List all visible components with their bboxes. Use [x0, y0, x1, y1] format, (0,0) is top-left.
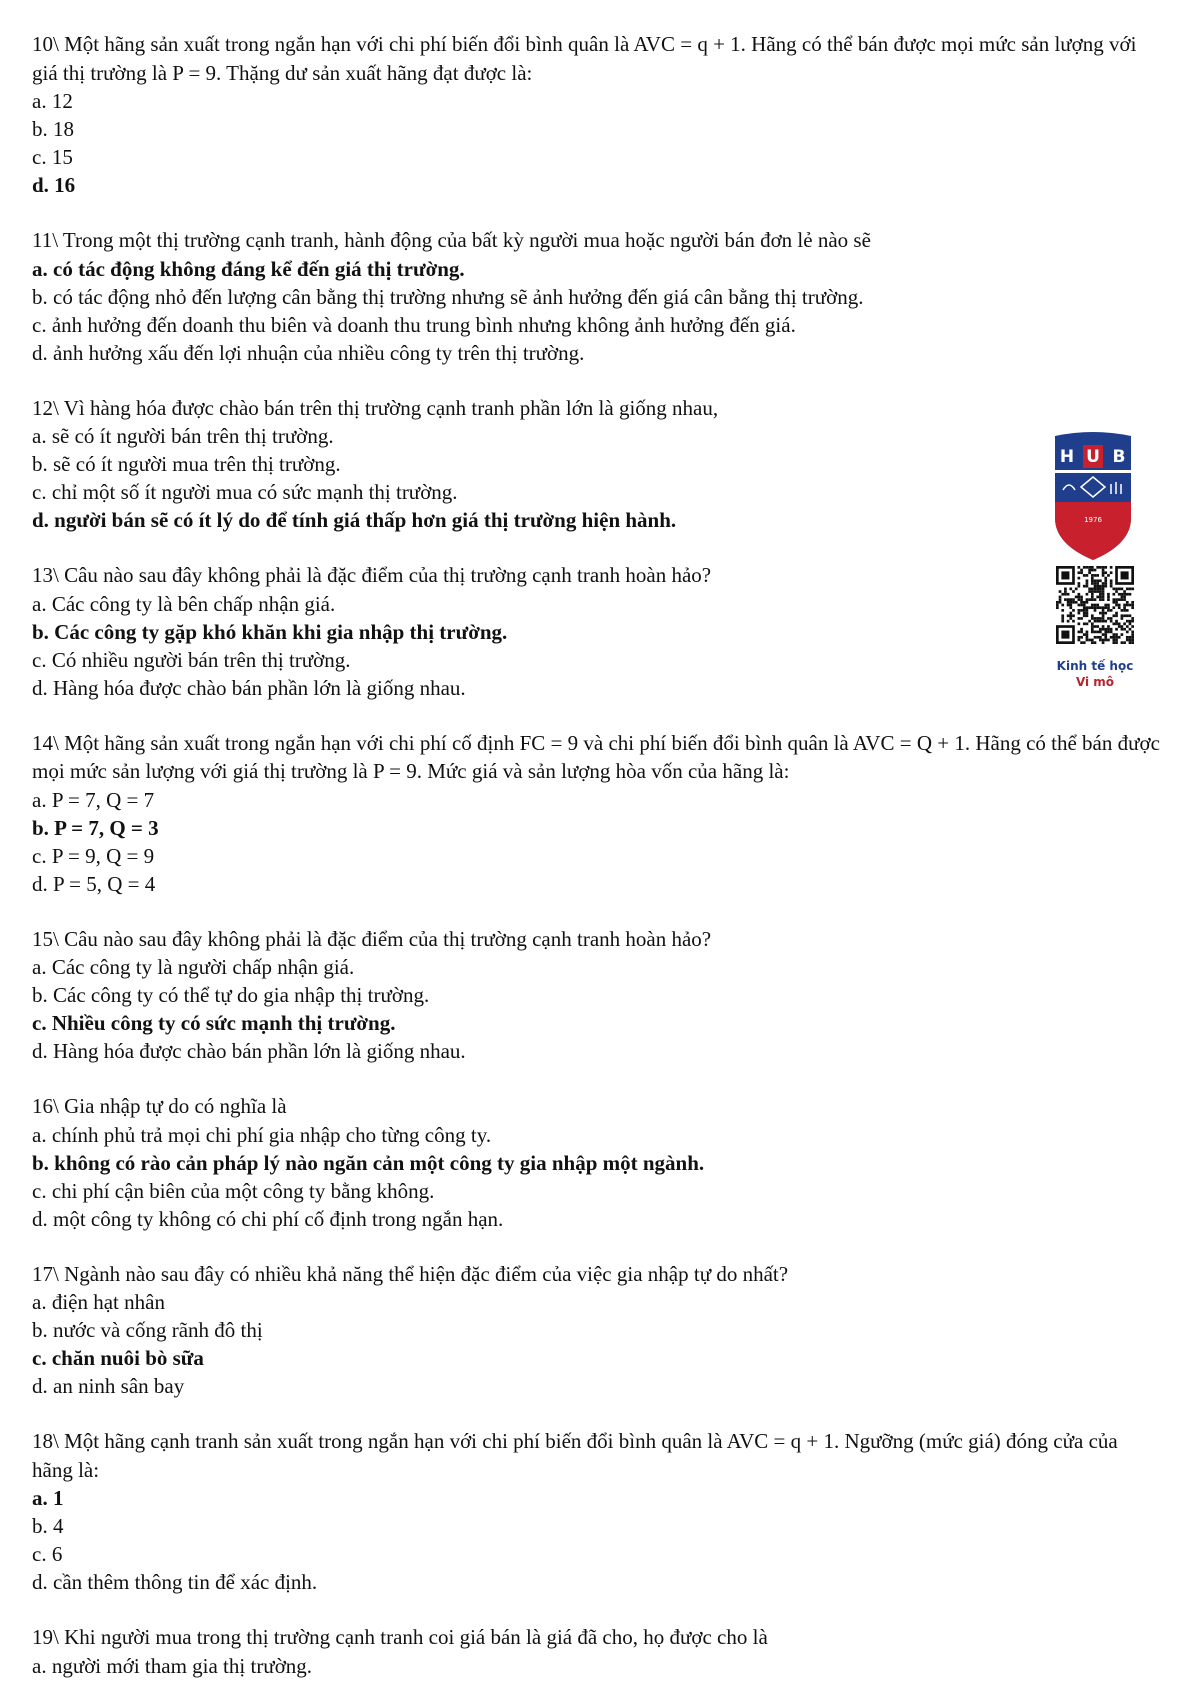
question-text: 17\ Ngành nào sau đây có nhiều khả năng thể hiện đặc điểm của việc gia nhập tự do nhất? [32, 1261, 789, 1286]
answer-option-correct: c. Nhiều công ty có sức mạnh thị trường. [32, 1011, 396, 1035]
answer-option: d. an ninh sân bay [32, 1374, 185, 1398]
hub-logo [1053, 432, 1133, 562]
answer-option-correct: b. Các công ty gặp khó khăn khi gia nhập thị trường. [32, 619, 508, 644]
question-block [32, 1427, 1162, 1596]
answer-option-correct: d. 16 [32, 173, 76, 197]
watermark-title: Kinh tế học [1056, 659, 1134, 673]
question-text: 10\ Một hãng sản xuất trong ngắn hạn với chi phí biến đổi bình quân là AVC = q + 1. Hãng có thể bán được mọi mức sản lượng với giá thị trường là P = 9. Thặng dư sản xuất hãng đạt được là: [32, 32, 1137, 85]
answer-option: c. chi phí cận biên của một công ty bằng không. [32, 1178, 435, 1203]
question-block [32, 394, 1162, 535]
question-block [32, 30, 1162, 199]
question-block [32, 1260, 1162, 1401]
answer-option: a. P = 7, Q = 7 [32, 787, 155, 812]
answer-option: a. Các công ty là bên chấp nhận giá. [32, 591, 336, 616]
logo-year: 1976 [1084, 516, 1102, 524]
answer-option: c. P = 9, Q = 9 [32, 843, 155, 868]
question-block [32, 1092, 1162, 1233]
answer-option: b. sẽ có ít người mua trên thị trường. [32, 452, 341, 476]
question-block [32, 1623, 1162, 1680]
answer-option: b. nước và cống rãnh đô thị [32, 1318, 263, 1342]
answer-option: c. 6 [32, 1542, 63, 1566]
answer-option-correct: c. chăn nuôi bò sữa [32, 1346, 204, 1370]
answer-option: c. 15 [32, 145, 73, 169]
answer-option: a. chính phủ trả mọi chi phí gia nhập cho từng công ty. [32, 1122, 492, 1147]
answer-option: c. chỉ một số ít người mua có sức mạnh thị trường. [32, 480, 458, 504]
answer-option: b. Các công ty có thể tự do gia nhập thị trường. [32, 983, 430, 1007]
question-text: 13\ Câu nào sau đây không phải là đặc điểm của thị trường cạnh tranh hoàn hảo? [32, 563, 712, 587]
logo-letter-b: B [1112, 447, 1126, 467]
question-text: 16\ Gia nhập tự do có nghĩa là [32, 1094, 287, 1118]
question-text: 11\ Trong một thị trường cạnh tranh, hành động của bất kỳ người mua hoặc người bán đơn lẻ nào sẽ [32, 228, 871, 252]
answer-option: a. điện hạt nhân [32, 1290, 165, 1314]
answer-option: b. 4 [32, 1514, 64, 1538]
qr-code [1056, 565, 1134, 645]
question-text: 15\ Câu nào sau đây không phải là đặc điểm của thị trường cạnh tranh hoàn hảo? [32, 926, 712, 951]
answer-option: b. có tác động nhỏ đến lượng cân bằng thị trường nhưng sẽ ảnh hưởng đến giá cân bằng thị trường. [32, 284, 864, 309]
answer-option: c. Có nhiều người bán trên thị trường. [32, 647, 351, 672]
answer-option: d. một công ty không có chi phí cố định trong ngắn hạn. [32, 1206, 504, 1231]
answer-option-correct: d. người bán sẽ có ít lý do để tính giá thấp hơn giá thị trường hiện hành. [32, 508, 677, 532]
question-text: 12\ Vì hàng hóa được chào bán trên thị trường cạnh tranh phần lớn là giống nhau, [32, 395, 719, 420]
logo-shield-red [1055, 502, 1131, 560]
answer-option: d. Hàng hóa được chào bán phần lớn là giống nhau. [32, 675, 466, 700]
question-block [32, 729, 1162, 898]
question-block [32, 226, 1162, 367]
logo-letter-u: U [1086, 447, 1100, 467]
logo-letter-h: H [1059, 447, 1075, 467]
answer-option-correct: b. P = 7, Q = 3 [32, 815, 159, 840]
answer-option: a. sẽ có ít người bán trên thị trường. [32, 424, 334, 448]
question-list [32, 30, 1162, 1680]
answer-option: d. Hàng hóa được chào bán phần lớn là giống nhau. [32, 1039, 466, 1063]
answer-option: c. ảnh hưởng đến doanh thu biên và doanh thu trung bình nhưng không ảnh hưởng đến giá. [32, 312, 796, 337]
question-text: 18\ Một hãng cạnh tranh sản xuất trong ngắn hạn với chi phí biến đổi bình quân là AVC = q + 1. Ngưỡng (mức giá) đóng cửa của hãng là: [32, 1429, 1118, 1482]
watermark-subtitle: Vi mô [1075, 675, 1115, 689]
question-block [32, 561, 1162, 702]
answer-option: b. 18 [32, 117, 74, 141]
answer-option: d. cần thêm thông tin để xác định. [32, 1570, 318, 1594]
answer-option: d. P = 5, Q = 4 [32, 871, 156, 896]
question-block [32, 925, 1162, 1066]
answer-option-correct: a. 1 [32, 1486, 64, 1510]
answer-option: d. ảnh hưởng xấu đến lợi nhuận của nhiều công ty trên thị trường. [32, 340, 585, 365]
answer-option-correct: b. không có rào cản pháp lý nào ngăn cản một công ty gia nhập một ngành. [32, 1150, 705, 1175]
answer-option: a. 12 [32, 89, 73, 113]
question-text: 19\ Khi người mua trong thị trường cạnh tranh coi giá bán là giá đã cho, họ được cho là [32, 1625, 768, 1649]
answer-option: a. Các công ty là người chấp nhận giá. [32, 955, 355, 979]
answer-option: a. người mới tham gia thị trường. [32, 1653, 313, 1678]
document-body [32, 30, 1162, 1707]
question-text: 14\ Một hãng sản xuất trong ngắn hạn với chi phí cố định FC = 9 và chi phí biến đổi bình quân là AVC = Q + 1. Hãng có thể bán được mọi mức sản lượng với giá thị trường là P = 9. Mức giá và sản lượng hòa vốn của hãng là: [32, 730, 1160, 783]
answer-option-correct: a. có tác động không đáng kể đến giá thị trường. [32, 256, 465, 281]
